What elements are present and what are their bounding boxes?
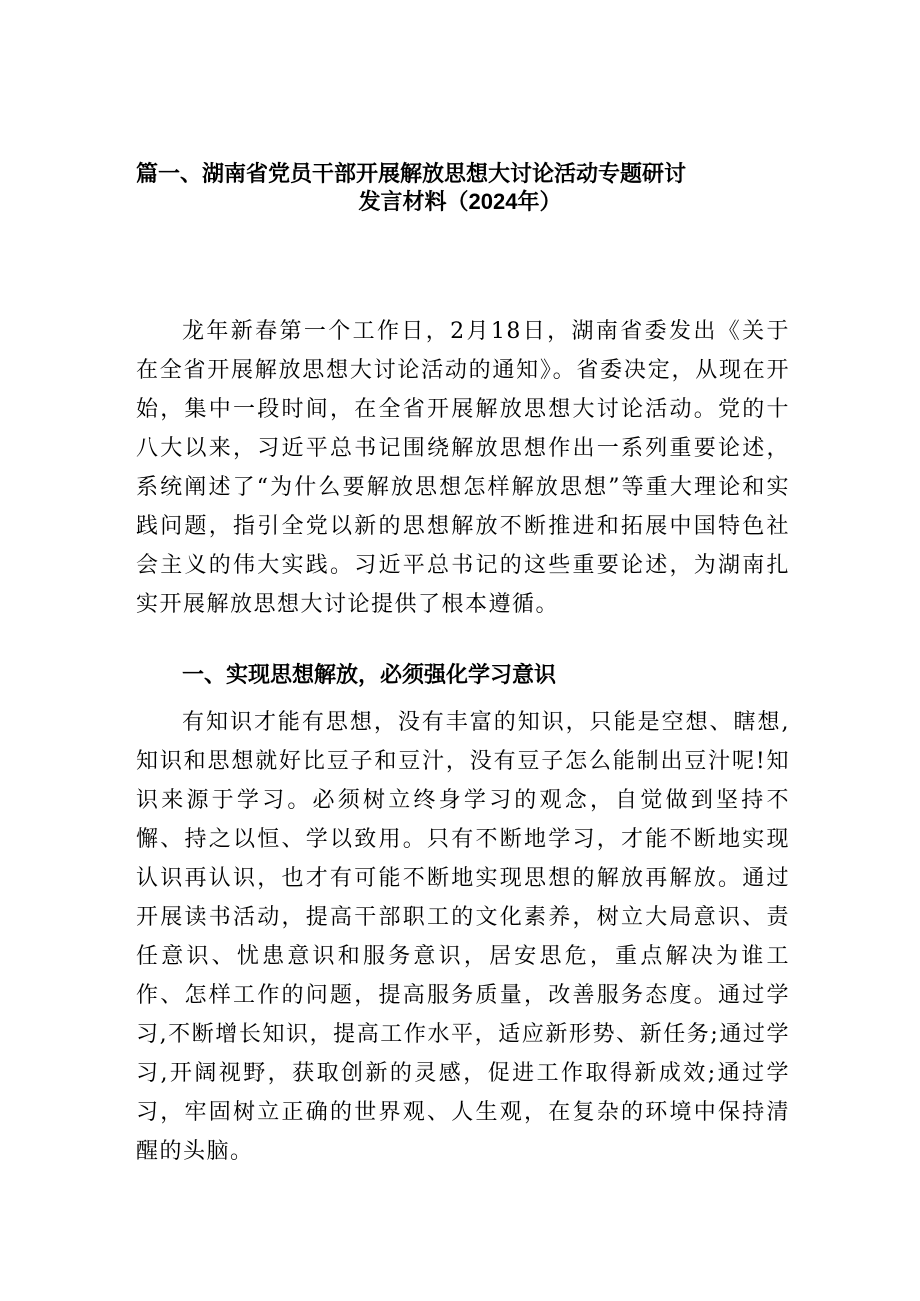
document-title-line2 xyxy=(0,185,920,216)
title-year: 2024 xyxy=(468,189,518,214)
intro-paragraph: 龙年新春第一个工作日，2月18日，湖南省委发出《关于在全省开展解放思想大讨论活动的通知》。省委决定，从现在开始，集中一段时间，在全省开展解放思想大讨论活动。党的十八大以来，习近平总书记围绕解放思想作出一系列重要论述，系统阐述了“为什么要解放思想怎样解放思想”等重大理论和实践问题，指引全党以新的思想解放不断推进和拓展中国特色社会主义的伟大实践。习近平总书记的这些重要论述，为湖南扎实开展解放思想大讨论提供了根本遵循。 xyxy=(136,319,790,617)
title-line2-prefix: 发言材料（ xyxy=(358,190,469,215)
section-heading-1: 一、实现思想解放，必须强化学习意识 xyxy=(182,663,557,688)
section1-paragraph: 有知识才能有思想，没有丰富的知识，只能是空想、瞎想,知识和思想就好比豆子和豆汁，没有豆子怎么能制出豆汁呢!知识来源于学习。必须树立终身学习的观念，自觉做到坚持不懈、持之以恒、学以致用。只有不断地学习，才能不断地实现认识再认识，也才有可能不断地实现思想的解放再解放。通过开展读书活动，提高干部职工的文化素养，树立大局意识、责任意识、忧患意识和服务意识，居安思危，重点解决为谁工作、怎样工作的问题，提高服务质量，改善服务态度。通过学习,不断增长知识，提高工作水平，适应新形势、新任务;通过学习,开阔视野，获取创新的灵感，促进工作取得新成效;通过学习，牢固树立正确的世界观、人生观，在复杂的环境中保持清醒的头脑。 xyxy=(136,710,790,1164)
document-title-line1: 篇一、湖南省党员干部开展解放思想大讨论活动专题研讨 xyxy=(136,162,687,187)
title-line2-suffix: 年） xyxy=(517,190,562,215)
